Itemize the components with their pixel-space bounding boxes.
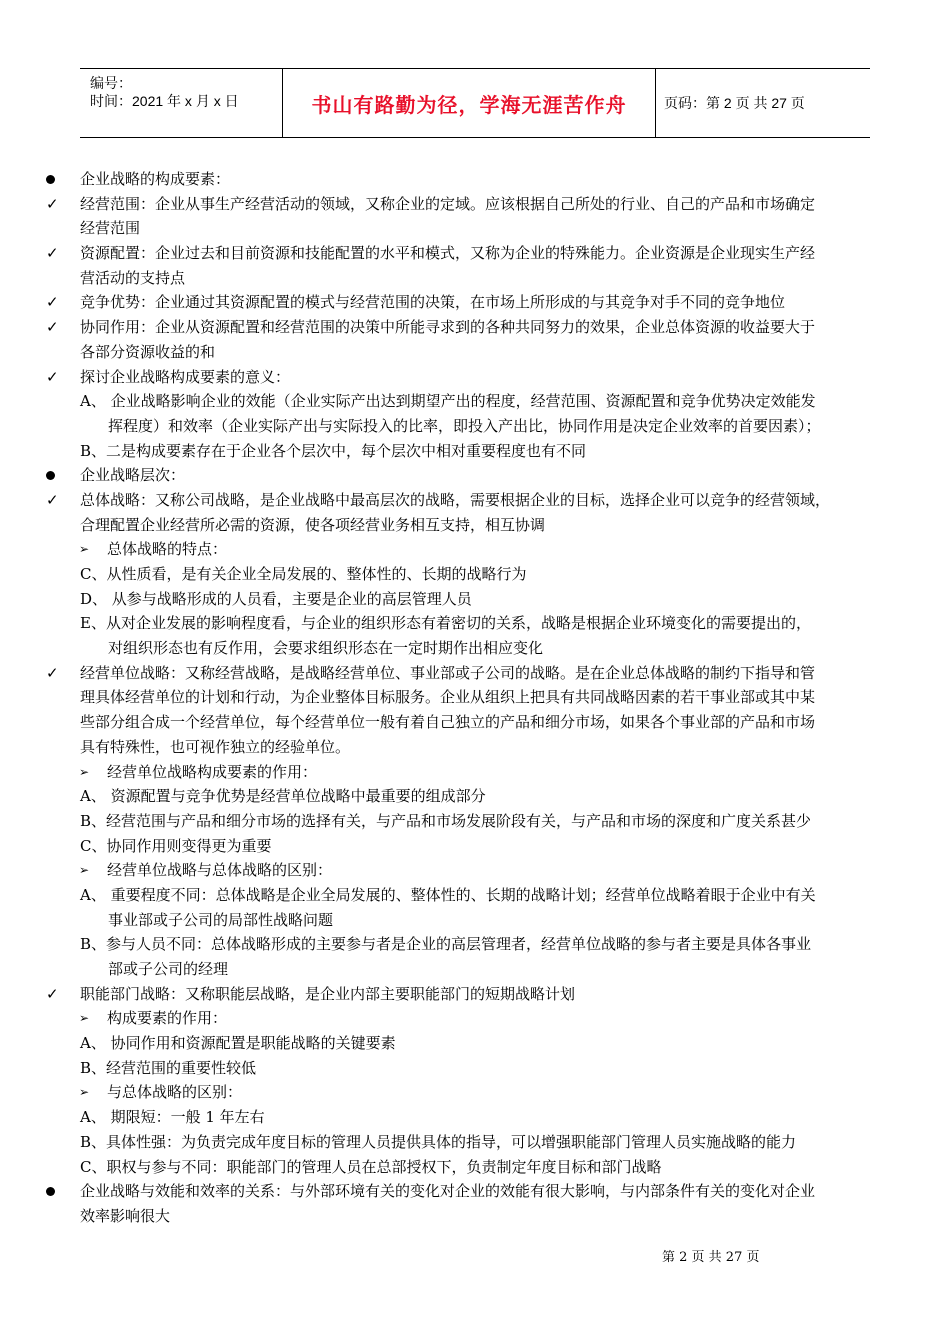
text-line bbox=[0, 414, 950, 439]
text-line bbox=[0, 1179, 950, 1204]
text-line bbox=[0, 1155, 950, 1180]
text-line bbox=[0, 439, 950, 464]
page-label: 页码：第 2 页 共 27 页 bbox=[664, 95, 805, 111]
text-line bbox=[0, 266, 950, 291]
line-text: A、 重要程度不同：总体战略是企业全局发展的、整体性的、长期的战略计划；经营单位战略着眼于企业中有关 bbox=[80, 885, 816, 904]
line-text: 经营范围 bbox=[80, 219, 141, 238]
text-line bbox=[0, 760, 950, 785]
checkmark-icon: ✓ bbox=[46, 367, 59, 386]
text-line bbox=[0, 167, 950, 192]
text-line bbox=[0, 1204, 950, 1229]
line-text: 挥程度）和效率（企业实际产出与实际投入的比率，即投入产出比，协同作用是决定企业效率的首要因素）； bbox=[108, 416, 821, 435]
arrow-bullet-icon: ➢ bbox=[79, 764, 90, 779]
line-text: E、从对企业发展的影响程度看，与企业的组织形态有着密切的关系，战略是根据企业环境变化的需要提出的， bbox=[80, 614, 811, 633]
text-line bbox=[0, 636, 950, 661]
checkmark-icon: ✓ bbox=[46, 663, 59, 682]
arrow-bullet-icon: ➢ bbox=[79, 1085, 90, 1100]
line-text: 企业战略层次： bbox=[80, 466, 186, 485]
text-line bbox=[0, 216, 950, 241]
text-line bbox=[0, 513, 950, 538]
line-text: 部或子公司的经理 bbox=[108, 960, 229, 978]
motto: 书山有路勤为径，学海无涯苦作舟 bbox=[282, 69, 656, 137]
text-line bbox=[0, 488, 950, 513]
text-line bbox=[0, 1080, 950, 1105]
line-text: 营活动的支持点 bbox=[80, 268, 186, 287]
line-text: A、 期限短：一般 1 年左右 bbox=[80, 1108, 265, 1127]
checkmark-icon: ✓ bbox=[46, 318, 59, 337]
line-text: 经营单位战略与总体战略的区别： bbox=[107, 861, 333, 880]
line-text: B、具体性强：为负责完成年度目标的管理人员提供具体的指导，可以增强职能部门管理人员实施战略的能力 bbox=[80, 1132, 797, 1151]
text-line bbox=[0, 883, 950, 908]
line-text: 经营范围：企业从事生产经营活动的领域，又称企业的定域。应该根据自己所处的行业、自己的产品和市场确定 bbox=[80, 194, 816, 213]
line-text: A、 企业战略影响企业的效能（企业实际产出达到期望产出的程度，经营范围、资源配置和竞争优势决定效能发 bbox=[80, 392, 816, 411]
page-footer: 第 2 页 共 27 页 bbox=[662, 1250, 760, 1265]
line-text: C、从性质看，是有关企业全局发展的、整体性的、长期的战略行为 bbox=[80, 565, 527, 583]
text-line bbox=[0, 562, 950, 587]
text-line bbox=[0, 908, 950, 933]
text-line bbox=[0, 611, 950, 636]
checkmark-icon: ✓ bbox=[46, 984, 59, 1003]
text-line bbox=[0, 389, 950, 414]
text-line bbox=[0, 587, 950, 612]
text-line bbox=[0, 685, 950, 710]
line-text: 理具体经营单位的计划和行动，为企业整体目标服务。企业从组织上把具有共同战略因素的若干事业部或其中某 bbox=[80, 688, 816, 707]
arrow-bullet-icon: ➢ bbox=[79, 1011, 90, 1026]
text-line bbox=[0, 1056, 950, 1081]
line-text: 总体战略的特点： bbox=[107, 540, 228, 559]
line-text: 与总体战略的区别： bbox=[107, 1083, 243, 1102]
text-line bbox=[0, 192, 950, 217]
line-text: B、二是构成要素存在于企业各个层次中，每个层次中相对重要程度也有不同 bbox=[80, 441, 587, 460]
line-text: 些部分组合成一个经营单位，每个经营单位一般有着自己独立的产品和细分市场，如果各个事业部的产品和市场 bbox=[80, 713, 816, 732]
line-text: 职能部门战略：又称职能层战略，是企业内部主要职能部门的短期战略计划 bbox=[80, 984, 576, 1003]
line-text: B、经营范围与产品和细分市场的选择有关，与产品和市场发展阶段有关，与产品和市场的深度和广度关系甚少 bbox=[80, 811, 812, 830]
line-text: 经营单位战略：又称经营战略，是战略经营单位、事业部或子公司的战略。是在企业总体战略的制约下指导和管 bbox=[80, 663, 816, 682]
line-text: A、 资源配置与竞争优势是经营单位战略中最重要的组成部分 bbox=[80, 787, 486, 806]
number-label: 编号： bbox=[90, 75, 132, 91]
text-line bbox=[0, 1130, 950, 1155]
text-line bbox=[0, 710, 950, 735]
line-text: B、参与人员不同：总体战略形成的主要参与者是企业的高层管理者，经营单位战略的参与者主要是具体各事业 bbox=[80, 935, 812, 954]
text-line bbox=[0, 784, 950, 809]
line-text: 对组织形态也有反作用，会要求组织形态在一定时期作出相应变化 bbox=[108, 639, 544, 658]
time-label: 时间：2021 年 x 月 x 日 bbox=[90, 93, 239, 109]
text-line bbox=[0, 1031, 950, 1056]
text-line bbox=[0, 315, 950, 340]
bullet-icon bbox=[46, 463, 55, 488]
text-line bbox=[0, 982, 950, 1007]
header-meta bbox=[80, 69, 282, 137]
arrow-bullet-icon: ➢ bbox=[79, 542, 90, 557]
line-text: 探讨企业战略构成要素的意义： bbox=[80, 367, 291, 386]
line-text: 合理配置企业经营所必需的资源，使各项经营业务相互支持，相互协调 bbox=[80, 515, 546, 534]
line-text: 经营单位战略构成要素的作用： bbox=[107, 762, 318, 781]
line-text: 企业战略与效能和效率的关系：与外部环境有关的变化对企业的效能有很大影响，与内部条件有关的变化对企业 bbox=[80, 1182, 816, 1201]
line-text: 具有特殊性，也可视作独立的经验单位。 bbox=[80, 737, 351, 756]
text-line bbox=[0, 735, 950, 760]
text-line bbox=[0, 957, 950, 982]
checkmark-icon: ✓ bbox=[46, 490, 59, 509]
text-line bbox=[0, 1006, 950, 1031]
text-line bbox=[0, 809, 950, 834]
text-line bbox=[0, 932, 950, 957]
arrow-bullet-icon: ➢ bbox=[79, 863, 90, 878]
checkmark-icon: ✓ bbox=[46, 244, 59, 263]
document-body bbox=[0, 167, 950, 1229]
line-text: 事业部或子公司的局部性战略问题 bbox=[108, 910, 334, 929]
line-text: A、 协同作用和资源配置是职能战略的关键要素 bbox=[80, 1034, 396, 1053]
text-line bbox=[0, 661, 950, 686]
text-line bbox=[0, 290, 950, 315]
text-line bbox=[0, 858, 950, 883]
line-text: C、职权与参与不同：职能部门的管理人员在总部授权下，负责制定年度目标和部门战略 bbox=[80, 1157, 662, 1176]
line-text: 各部分资源收益的和 bbox=[80, 342, 216, 361]
line-text: 效率影响很大 bbox=[80, 1206, 171, 1225]
line-text: D、 从参与战略形成的人员看，主要是企业的高层管理人员 bbox=[80, 589, 472, 608]
line-text: C、协同作用则变得更为重要 bbox=[80, 836, 272, 855]
text-line bbox=[0, 365, 950, 390]
line-text: 企业战略的构成要素： bbox=[80, 170, 231, 188]
text-line bbox=[0, 1105, 950, 1130]
bullet-icon bbox=[46, 167, 55, 192]
line-text: 资源配置：企业过去和目前资源和技能配置的水平和模式，又称为企业的特殊能力。企业资源是企业现实生产经 bbox=[80, 244, 816, 263]
line-text: 构成要素的作用： bbox=[107, 1009, 228, 1028]
line-text: 竞争优势：企业通过其资源配置的模式与经营范围的决策，在市场上所形成的与其竞争对手不同的竞争地位 bbox=[80, 293, 786, 312]
text-line bbox=[0, 537, 950, 562]
line-text: 协同作用：企业从资源配置和经营范围的决策中所能寻求到的各种共同努力的效果，企业总体资源的收益要大于 bbox=[80, 318, 816, 337]
text-line bbox=[0, 463, 950, 488]
page-header bbox=[80, 68, 870, 138]
text-line bbox=[0, 834, 950, 859]
text-line bbox=[0, 241, 950, 266]
checkmark-icon: ✓ bbox=[46, 293, 59, 312]
line-text: 总体战略：又称公司战略，是企业战略中最高层次的战略，需要根据企业的目标，选择企业可以竞争的经营领域， bbox=[80, 490, 831, 509]
line-text: B、经营范围的重要性较低 bbox=[80, 1058, 257, 1077]
checkmark-icon: ✓ bbox=[46, 194, 59, 213]
text-line bbox=[0, 340, 950, 365]
bullet-icon bbox=[46, 1179, 55, 1204]
